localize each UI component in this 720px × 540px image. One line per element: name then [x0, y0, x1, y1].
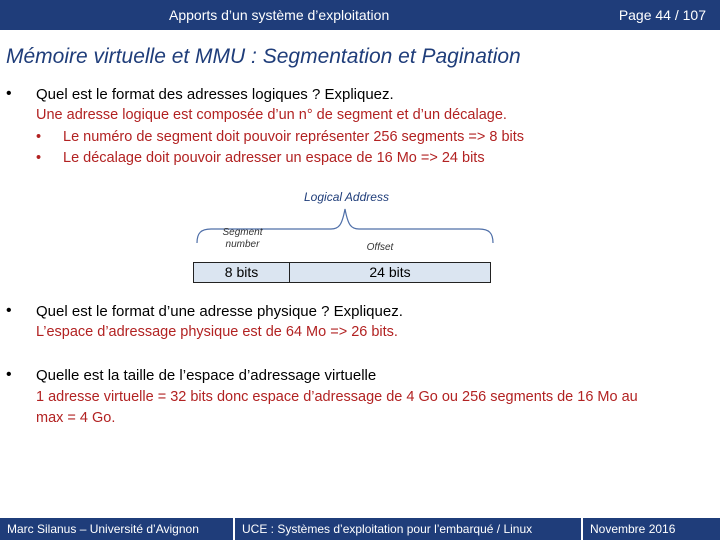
sub-text-2: Le décalage doit pouvoir adresser un espace de 16 Mo => 24 bits: [63, 150, 485, 166]
footer-course: UCE : Systèmes d’exploitation pour l’embarqué / Linux: [235, 518, 581, 540]
segment-number-label: [205, 227, 280, 251]
question-1: Quel est le format des adresses logiques ? Expliquez.: [36, 86, 394, 103]
question-3: Quelle est la taille de l’espace d’adressage virtuelle: [36, 367, 377, 384]
footer-author: Marc Silanus – Université d’Avignon: [0, 518, 233, 540]
bullet-2: •: [6, 302, 12, 319]
bullet-3: •: [6, 366, 12, 383]
page-number: Page 44 / 107: [618, 7, 706, 23]
offset-label: Offset: [366, 242, 394, 253]
offset-bits-box: 24 bits: [289, 262, 491, 283]
segment-label-line-2: number: [225, 239, 260, 250]
answer-2: L’espace d’adressage physique est de 64 Mo => 26 bits.: [36, 324, 398, 340]
question-2: Quel est le format d’une adresse physique ? Expliquez.: [36, 303, 403, 320]
header-title: Apports d’un système d’exploitation: [169, 7, 390, 23]
answer-1-sub-1: [36, 129, 524, 145]
segment-bits-box: 8 bits: [193, 262, 290, 283]
logical-address-label: Logical Address: [304, 190, 389, 204]
answer-1: Une adresse logique est composée d’un n° de segment et d’un décalage.: [36, 107, 507, 123]
answer-3-line-2: max = 4 Go.: [36, 410, 116, 426]
sub-bullet-2: •: [36, 150, 42, 166]
segment-label-line-1: Segment: [222, 227, 263, 238]
sub-text-1: Le numéro de segment doit pouvoir représenter 256 segments => 8 bits: [63, 129, 525, 145]
answer-3-line-1: 1 adresse virtuelle = 32 bits donc espace d’adressage de 4 Go ou 256 segments de 16 Mo au: [36, 389, 638, 405]
answer-1-sub-2: [36, 150, 485, 166]
footer-date: Novembre 2016: [583, 518, 720, 540]
slide-title: Mémoire virtuelle et MMU : Segmentation et Pagination: [6, 45, 521, 68]
bullet-1: •: [6, 85, 12, 102]
sub-bullet-1: •: [36, 129, 42, 145]
header-bar: [0, 0, 720, 30]
